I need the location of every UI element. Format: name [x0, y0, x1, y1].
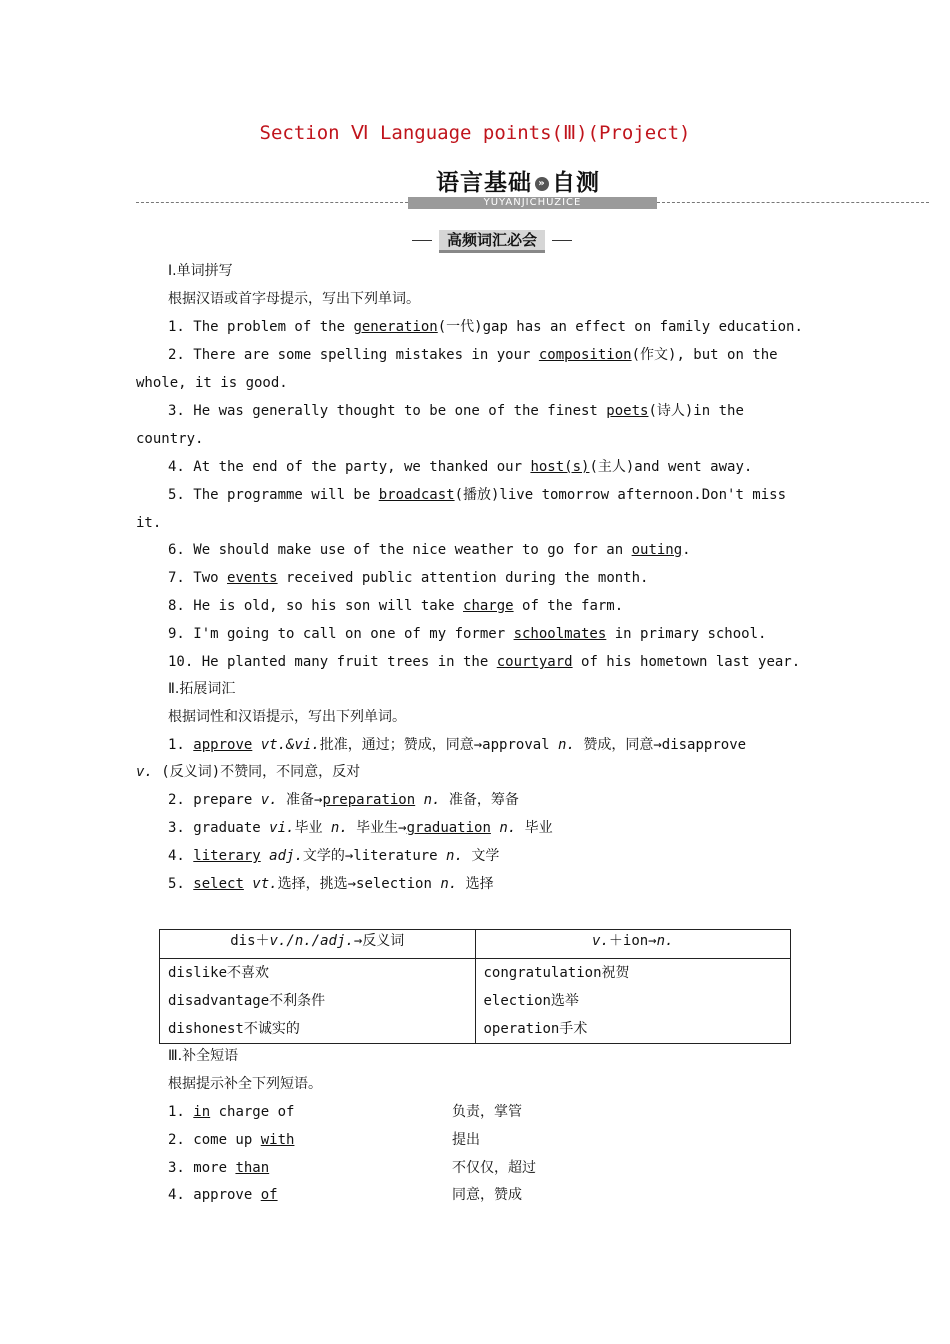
list-item [168, 874, 848, 894]
list-item [168, 735, 848, 755]
part2-instruction: 根据词性和汉语提示，写出下列单词。 [168, 709, 406, 725]
item-text: 选择 [457, 876, 494, 892]
item-text: 批准，通过；赞成，同意→approval [319, 737, 559, 753]
pos-label: adj. [260, 848, 303, 864]
pos-label: n. [446, 848, 463, 864]
answer-text: poets [606, 403, 649, 419]
list-item-continued: country. [136, 431, 204, 447]
answer-text: with [260, 1132, 295, 1148]
answer-text: outing [631, 542, 683, 558]
item-text: 3. graduate [168, 820, 270, 836]
table-cell-line: operation手术 [483, 1021, 588, 1037]
table-cell-ion-words [475, 959, 791, 1044]
item-text: 1. The problem of the [168, 319, 354, 335]
list-item [168, 457, 848, 477]
table-header-row [160, 930, 791, 959]
list-item-continued: it. [136, 515, 162, 531]
item-text: 毕业生→ [347, 820, 407, 836]
pos-label: n. [440, 876, 458, 892]
item-text: 10. He planted many fruit trees in the [168, 654, 497, 670]
table-cell-line: dishonest不诚实的 [168, 1021, 300, 1037]
item-text: 赞成，同意→disapprove [574, 737, 747, 753]
pos-label: n. [415, 792, 441, 808]
item-text: 7. Two [168, 570, 228, 586]
list-item [168, 540, 848, 560]
item-text: received public attention during the month. [277, 570, 649, 586]
list-item-continued: whole, it is good. [136, 375, 288, 391]
answer-text: broadcast [378, 487, 455, 503]
list-item [168, 345, 848, 365]
phrase-meaning: 不仅仅，超过 [452, 1160, 536, 1176]
section-tag-label: 高频词汇必会 [439, 230, 545, 253]
part3-instruction: 根据提示补全下列短语。 [168, 1076, 322, 1092]
list-item [168, 818, 848, 838]
header-text: dis＋ [230, 933, 270, 949]
phrase-meaning: 提出 [452, 1132, 480, 1148]
answer-text: composition [538, 347, 632, 363]
header-text: →反义词 [353, 933, 405, 949]
banner-divider-left [136, 202, 408, 203]
item-text: 6. We should make use of the nice weather to go for an [168, 542, 632, 558]
table-header-ion [475, 930, 791, 959]
item-text: 3. He was generally thought to be one of the finest [168, 403, 607, 419]
item-text: 2. There are some spelling mistakes in your [168, 347, 539, 363]
pos-label: vt. [243, 876, 278, 892]
list-item [168, 652, 848, 672]
item-text: charge of [210, 1104, 295, 1120]
item-text: 8. He is old, so his son will take [168, 598, 464, 614]
answer-text: literary [193, 848, 261, 864]
pos-label: vt.&vi. [252, 737, 320, 753]
item-text: 文学的→literature [302, 848, 447, 864]
table-row [160, 959, 791, 1044]
list-item [168, 596, 848, 616]
answer-text: courtyard [496, 654, 573, 670]
table-cell-line: disadvantage不利条件 [168, 993, 326, 1009]
list-item [168, 624, 848, 644]
item-text: (主人)and went away. [589, 459, 753, 475]
tag-bar-right [552, 240, 572, 241]
part1-instruction: 根据汉语或首字母提示，写出下列单词。 [168, 291, 420, 307]
banner-subtitle: YUYANJICHUZICE [408, 197, 657, 209]
pos-label: v. [136, 764, 153, 780]
answer-text: in [193, 1104, 211, 1120]
pos-label: n. [490, 820, 517, 836]
item-text: 4. [168, 848, 194, 864]
table-cell-dis-words [160, 959, 476, 1044]
answer-text: schoolmates [513, 626, 607, 642]
banner-divider-right [657, 202, 929, 203]
phrase-meaning: 同意，赞成 [452, 1187, 522, 1203]
item-text: 3. more [168, 1160, 236, 1176]
list-item [168, 790, 848, 810]
answer-text: host(s) [530, 459, 590, 475]
item-text: of the farm. [513, 598, 624, 614]
list-item [168, 317, 848, 337]
affix-table [159, 929, 791, 1044]
item-text: 准备→ [277, 792, 323, 808]
item-text: (诗人)in the [648, 403, 744, 419]
table-cell-line: congratulation祝贺 [483, 965, 630, 981]
header-text: ＋ion→ [608, 933, 657, 949]
answer-text: events [227, 570, 278, 586]
item-text: 9. I'm going to call on one of my former [168, 626, 514, 642]
table-cell-line: dislike不喜欢 [168, 965, 270, 981]
item-text: 5. [168, 876, 194, 892]
pos-label: vi. [269, 820, 295, 836]
answer-text: graduation [406, 820, 491, 836]
item-text: (反义词)不赞同，不同意，反对 [152, 764, 361, 780]
item-text: in primary school. [606, 626, 767, 642]
phrase-meaning: 负责，掌管 [452, 1104, 522, 1120]
answer-text: preparation [322, 792, 416, 808]
item-text: . [682, 542, 691, 558]
item-text: 准备，筹备 [440, 792, 519, 808]
double-chevron-icon: » [535, 177, 549, 191]
list-item [168, 846, 848, 866]
header-text: v. [592, 933, 609, 949]
item-text: 选择，挑选→selection [277, 876, 441, 892]
banner-main-right: 自测 [552, 170, 600, 196]
header-text: n. [656, 933, 674, 949]
table-cell-line: election选举 [483, 993, 579, 1009]
banner-main-left: 语言基础 [436, 170, 532, 196]
section-banner [436, 164, 600, 197]
item-text: 1. [168, 1104, 194, 1120]
answer-text: charge [463, 598, 514, 614]
list-item [168, 568, 848, 588]
item-text: 5. The programme will be [168, 487, 379, 503]
pos-label: n. [558, 737, 575, 753]
item-text: 2. come up [168, 1132, 261, 1148]
list-item [168, 1130, 848, 1150]
answer-text: generation [353, 319, 438, 335]
answer-text: than [235, 1160, 270, 1176]
header-text: v./n./adj. [269, 933, 354, 949]
item-text: 文学 [462, 848, 500, 864]
item-text: (播放)live tomorrow afternoon.Don't miss [454, 487, 787, 503]
pos-label: v. [260, 792, 278, 808]
item-text: of his hometown last year. [572, 654, 801, 670]
item-text: 4. approve [168, 1187, 261, 1203]
tag-bar-left [412, 240, 432, 241]
answer-text: of [260, 1187, 278, 1203]
part2-heading: Ⅱ.拓展词汇 [168, 681, 236, 697]
item-text: 毕业 [294, 820, 331, 836]
item-text: 毕业 [516, 820, 553, 836]
part1-heading: Ⅰ.单词拼写 [168, 263, 233, 279]
list-item-continued [136, 762, 816, 782]
page-title: Section Ⅵ Language points(Ⅲ)(Project) [259, 122, 691, 144]
answer-text: select [193, 876, 244, 892]
item-text: (一代)gap has an effect on family education. [437, 319, 803, 335]
table-header-dis [160, 930, 476, 959]
list-item [168, 401, 848, 421]
item-text: 1. [168, 737, 194, 753]
item-text: 4. At the end of the party, we thanked our [168, 459, 531, 475]
item-text: (作文), but on the [631, 347, 778, 363]
part3-heading: Ⅲ.补全短语 [168, 1048, 239, 1064]
answer-text: approve [193, 737, 253, 753]
section-tag [412, 230, 572, 250]
item-text: 2. prepare [168, 792, 261, 808]
pos-label: n. [330, 820, 348, 836]
list-item [168, 485, 848, 505]
